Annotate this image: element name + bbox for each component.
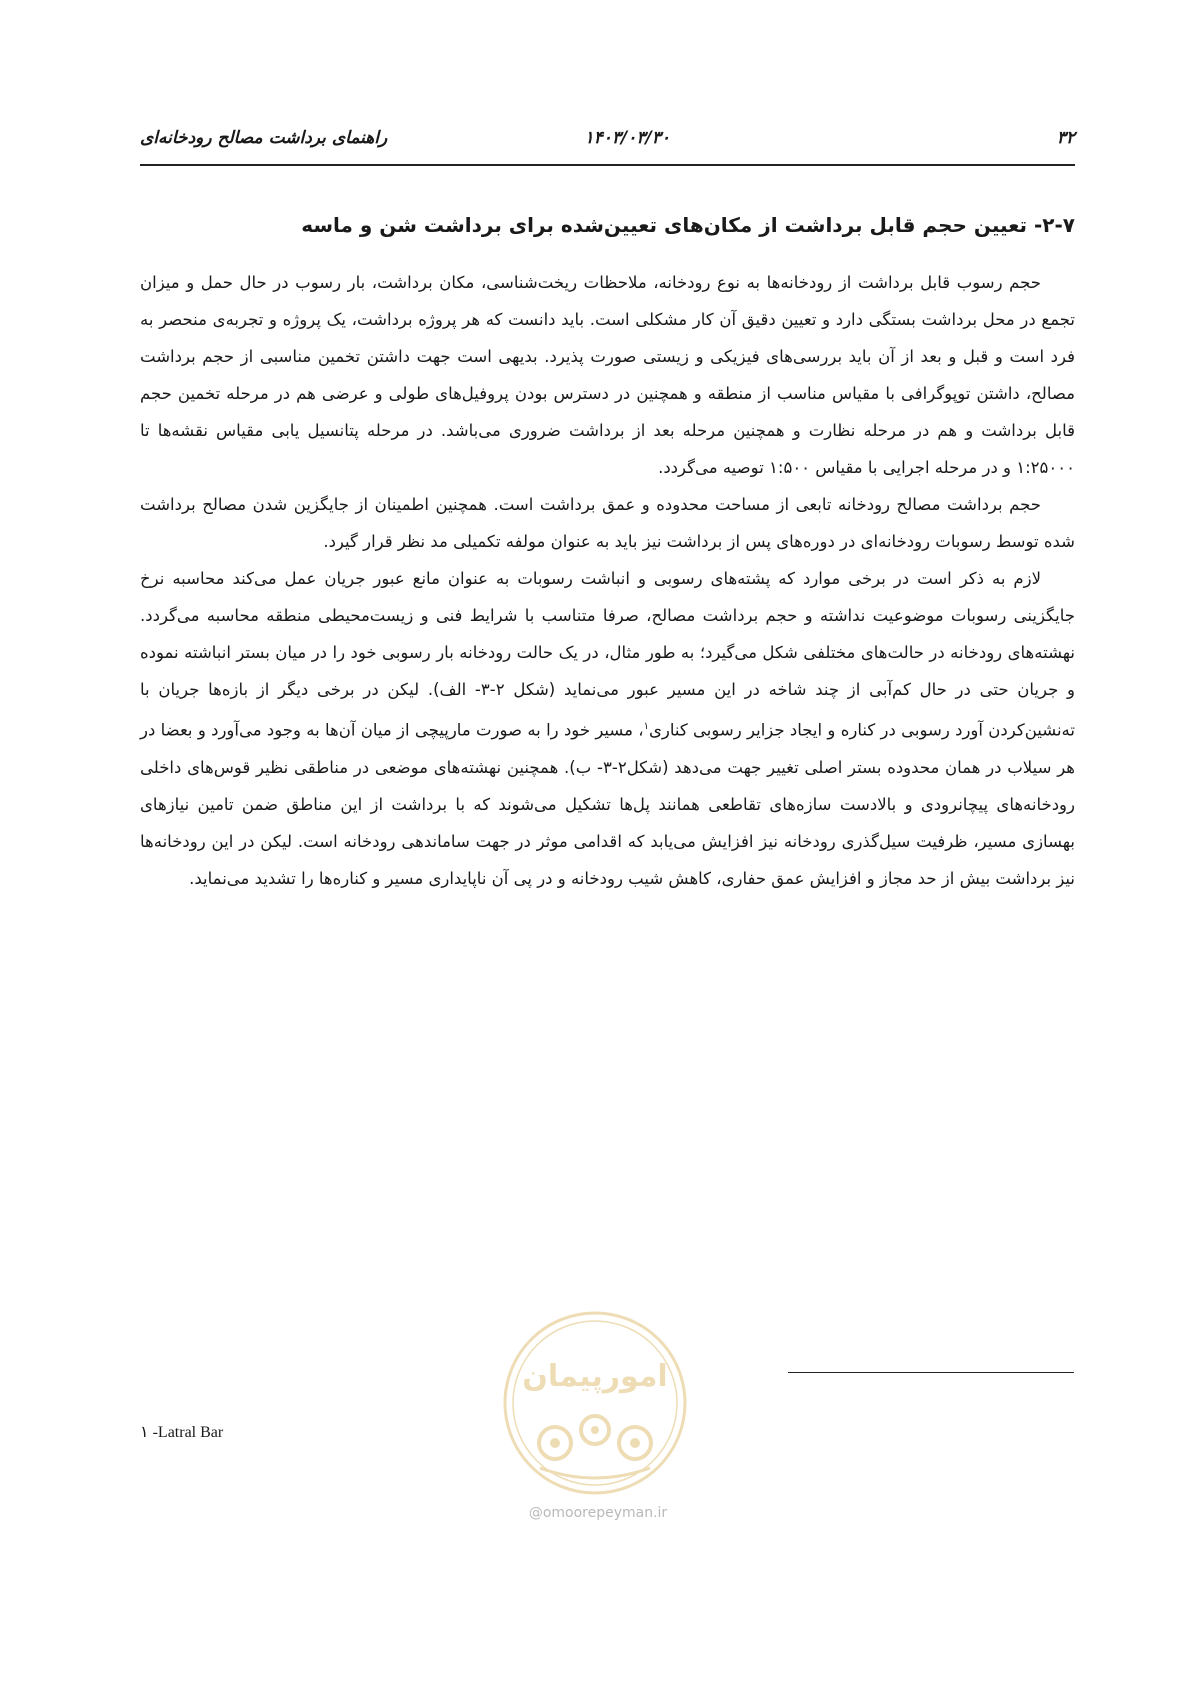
section-title: ۲-۷- تعیین حجم قابل برداشت از مکان‌های تعیین‌شده برای برداشت شن و ماسه (301, 213, 1075, 237)
paragraph-3-part-a: لازم به ذکر است در برخی موارد که پشته‌های رسوبی و انباشت رسوبات به عنوان مانع عبور جریان عمل می‌کند محاسبه نرخ جایگزینی رسوبات موضوعیت نداشته و حجم برداشت مصالح، صرفا متناسب با شرایط فنی و زیست‌محیطی منطقه محاسبه می‌گردد. نهشته‌های رودخانه در حالت‌های مختلفی شکل می‌گیرد؛ به طور مثال، در یک حالت رودخانه بار رسوبی خود را در میان بستر انباشته نموده و جریان حتی در حال کم‌آبی از چند شاخه در این مسیر عبور می‌نماید (شکل ۲-۳- الف). لیکن در برخی دیگر از بازه‌ها جریان با ته‌نشین‌کردن آورد رسوبی در کناره و ایجاد جزایر رسوبی کناری (140, 569, 1075, 740)
paragraph-2: حجم برداشت مصالح رودخانه تابعی از مساحت محدوده و عمق برداشت است. همچنین اطمینان از جایگزین شدن مصالح برداشت شده توسط رسوبات رودخانه‌ای در دوره‌های پس از برداشت نیز باید به عنوان مولفه تکمیلی مد نظر قرار گیرد. (140, 495, 1075, 551)
header-date: ۱۴۰۳/۰۳/۳۰ (584, 128, 670, 148)
page-number: ۳۲ (1056, 128, 1075, 148)
header-rule (140, 164, 1075, 166)
header-title: راهنمای برداشت مصالح رودخانه‌ای (140, 128, 388, 148)
paragraph-3-part-b: ، مسیر خود را به صورت مارپیچی از میان آن‌ها به وجود می‌آورد و بعضا در هر سیلاب در همان محدوده بستر اصلی تغییر جهت می‌دهد (شکل۲-۳- ب). همچنین نهشته‌های موضعی در مناطقی نظیر قوس‌های داخلی رودخانه‌های پیچانرودی و بالادست سازه‌های تقاطعی همانند پل‌ها تشکیل می‌شوند که با برداشت از این مناطق ضمن تامین نیازهای بهسازی مسیر، ظرفیت سیل‌گذری رودخانه نیز افزایش می‌یابد که اقدامی موثر در جهت ساماندهی رودخانه است. لیکن در این رودخانه‌ها نیز برداشت بیش از حد مجاز و افزایش عمق حفاری، کاهش شیب رودخانه و در پی آن ناپایداری مسیر و کناره‌ها را تشدید می‌نماید. (140, 720, 1075, 888)
watermark-logo (500, 1308, 690, 1498)
page-header (140, 128, 1075, 158)
watermark-logo-text: امورپیمان (522, 1359, 668, 1394)
paragraph-3 (140, 560, 1075, 897)
watermark-url: @omoorepeyman.ir (528, 1505, 668, 1521)
footnote-ref: ۱ (643, 721, 649, 732)
footnote: ١ -Latral Bar (140, 1424, 224, 1441)
footnote-rule (788, 1372, 1074, 1373)
main-content (140, 210, 1075, 897)
paragraph-1: حجم رسوب قابل برداشت از رودخانه‌ها به نوع رودخانه، ملاحظات ریخت‌شناسی، مکان برداشت، بار رسوب در حال حمل و میزان تجمع در محل برداشت بستگی دارد و تعیین دقیق آن کار مشکلی است. باید دانست که هر پروژه برداشت، یک پروژه و تجربه‌ی منحصر به فرد است و قبل و بعد از آن باید بررسی‌های فیزیکی و زیستی صورت پذیرد. بدیهی است جهت داشتن تخمین مناسبی از حجم برداشت مصالح، داشتن توپوگرافی با مقیاس مناسب از منطقه و همچنین در دسترس بودن پروفیل‌های طولی و عرضی هم در مرحله تخمین حجم قابل برداشت و هم در مرحله نظارت و همچنین مرحله بعد از برداشت ضروری می‌باشد. در مرحله پتانسیل یابی مقیاس نقشه‌ها تا ۱:۲۵۰۰۰ و در مرحله اجرایی با مقیاس ۱:۵۰۰ توصیه می‌گردد. (140, 273, 1075, 477)
